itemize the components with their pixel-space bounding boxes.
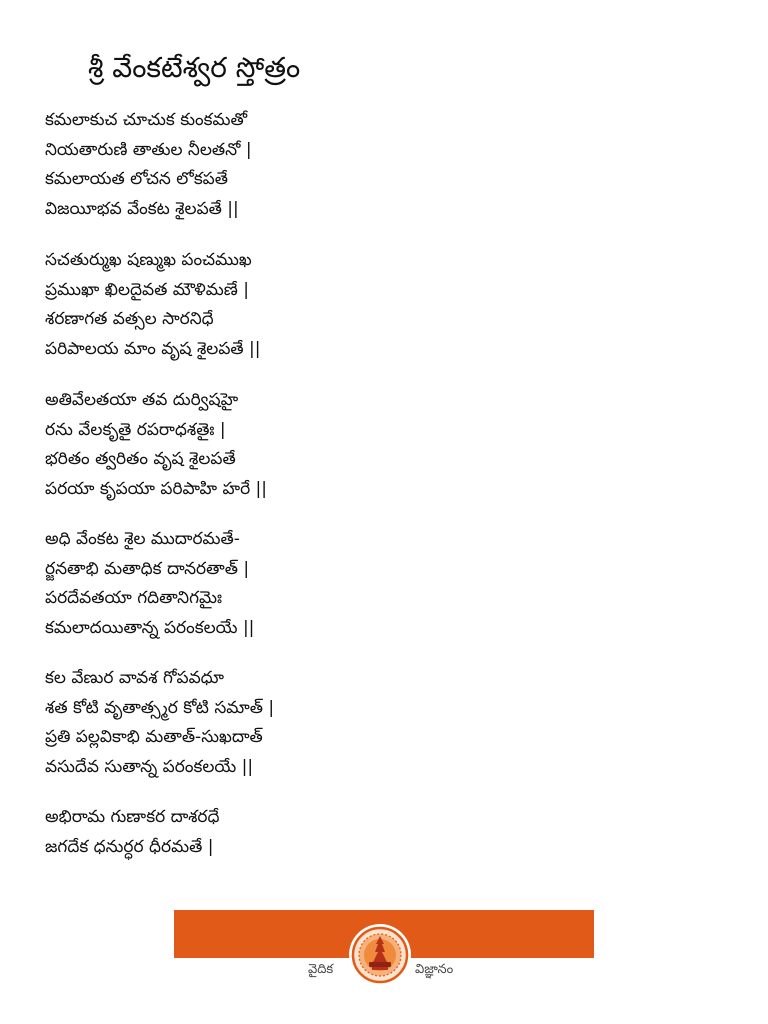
verse-line: పరయా కృపయా పరిపాహి హరే ||: [45, 478, 268, 499]
verse-line: శత కోటి వృతాత్స్మర కోటి సమాత్ |: [45, 697, 275, 718]
brand-name-right: విజ్ఞానం: [415, 962, 454, 977]
verse-5: [45, 664, 274, 782]
verse-line: సచతుర్ముఖ షణ్ముఖ పంచముఖ: [45, 250, 252, 270]
verse-3: [45, 386, 267, 504]
verse-2: [45, 246, 261, 364]
verse-line: పరదేవతయా గదితానిగమైః: [45, 588, 223, 608]
verse-line: శరణాగత వత్సల సారనిధే: [45, 309, 214, 329]
verse-line: కల వేణుర వావశ గోపవధూ: [45, 668, 225, 688]
verse-line: కమలాకుచ చూచుక కుంకమతో: [45, 110, 248, 130]
verse-1: [45, 106, 252, 224]
verse-line: అధి వేంకట శైల ముదారమతే-: [45, 529, 240, 549]
verse-line: జగదేక ధనుర్ధర ధీరమతే |: [45, 836, 214, 857]
verse-line: ప్రతి పల్లవికాభి మతాత్-సుఖదాత్: [45, 727, 263, 747]
verse-line: పరిపాలయ మాం వృష శైలపతే ||: [45, 338, 261, 359]
temple-lamp-emblem-icon: [347, 922, 413, 988]
verse-line: విజయీభవ వేంకట శైలపతే ||: [45, 198, 239, 219]
verse-line: కమలాయత లోచన లోకపతే: [45, 169, 229, 189]
verse-4: [45, 525, 254, 643]
verse-line: కమలాదయితాన్న పరంకలయే ||: [45, 617, 255, 638]
brand-name-left: వైదిక: [308, 962, 334, 977]
verse-line: వసుదేవ సుతాన్న పరంకలయే ||: [45, 756, 254, 777]
verse-line: నియతారుణి తాతుల నీలతనో |: [45, 139, 252, 160]
verse-6: [45, 803, 220, 862]
page-title: శ్రీ వేంకటేశ్వర స్తోత్రం: [88, 51, 301, 84]
verse-line: ప్రముఖా ఖిలదైవత మౌళిమణే |: [45, 279, 249, 300]
verse-line: అతివేలతయా తవ దుర్విషహై: [45, 390, 239, 410]
verse-line: ర్జనతాభి మతాధిక దానరతాత్ |: [45, 558, 250, 579]
verse-line: రను వేలకృతై రపరాధశతైః |: [45, 419, 226, 440]
verse-line: భరితం త్వరితం వృష శైలపతే: [45, 449, 236, 469]
verse-line: అభిరామ గుణాకర దాశరధే: [45, 807, 220, 827]
